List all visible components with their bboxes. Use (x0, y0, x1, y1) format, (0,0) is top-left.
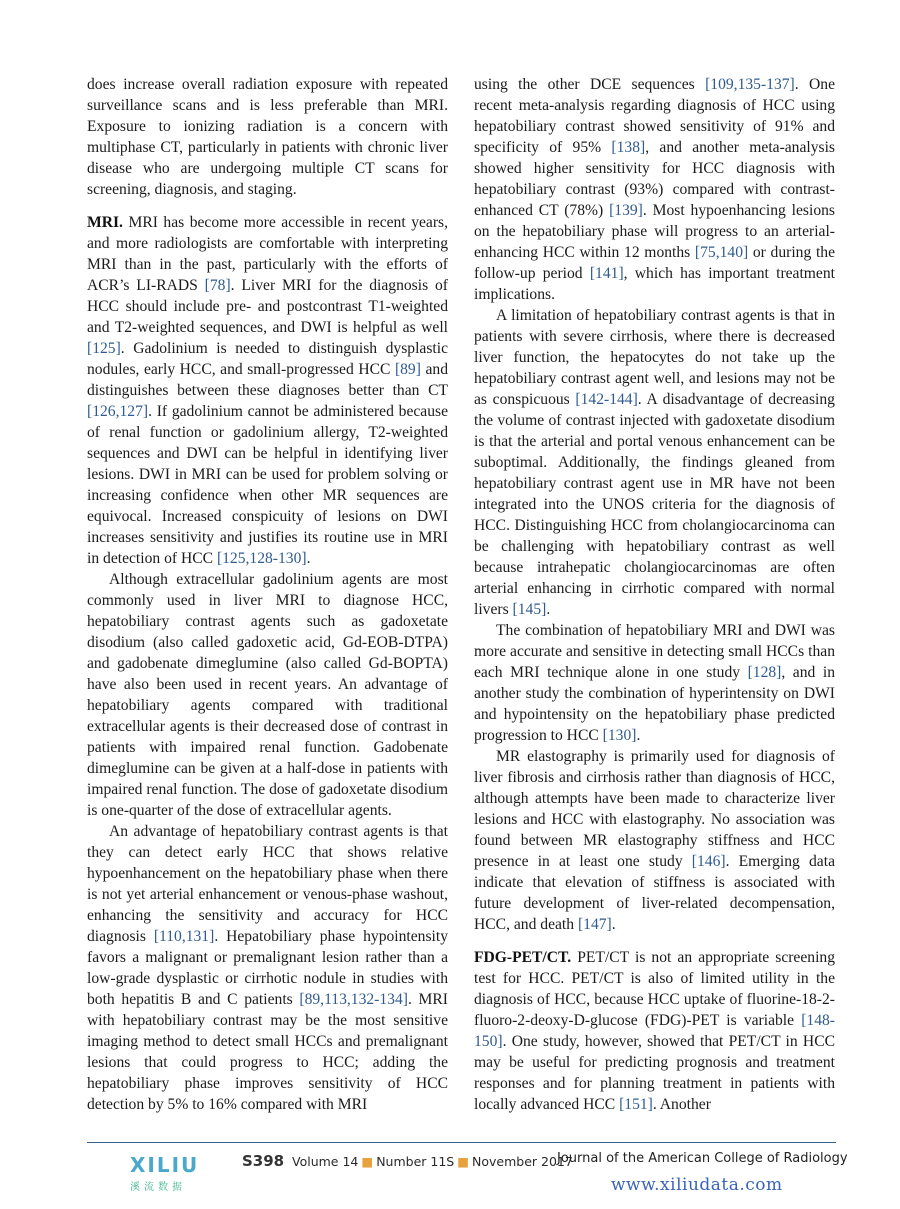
paragraph-text: . (636, 727, 641, 744)
reference-link[interactable]: [147] (577, 916, 612, 933)
reference-link[interactable]: [109,135-137] (705, 76, 795, 93)
paragraph (474, 305, 835, 620)
paragraph-text: . (546, 601, 551, 618)
issue-info (292, 1154, 573, 1169)
xiliu-logo (130, 1153, 212, 1193)
paragraph-text: , and another meta-analysis showed higher sensitivity for HCC diagnosis with hepatobiliary contrast (93%) compared with contrast-enhanced CT (78%) (474, 139, 836, 219)
reference-link[interactable]: [110,131] (153, 928, 215, 945)
paragraph (474, 746, 835, 935)
paragraph-text: . One study, however, showed that PET/CT in HCC may be useful for predicting prognosis and treatment responses and for planning treatment in patients with locally advanced HCC (474, 1033, 835, 1113)
logo-subtitle: 溪流数据 (130, 1182, 186, 1193)
reference-link[interactable]: [146] (691, 853, 726, 870)
paragraph-text: using the other DCE sequences (474, 76, 706, 93)
reference-link[interactable]: [125] (87, 340, 121, 357)
paragraph-text: and distinguishes between these diagnoses better than CT (87, 361, 448, 399)
paragraph-text: MR elastography is primarily used for diagnosis of liver fibrosis and cirrhosis rather than diagnosis of HCC, although attempts have been made to characterize liver lesions and HCC with elastography. No association was found between MR elastography stiffness and HCC presence in at least one study (474, 748, 835, 870)
reference-link[interactable]: [151] (619, 1096, 653, 1113)
volume: Volume 14 (292, 1154, 359, 1169)
paragraph (474, 620, 835, 746)
paragraph-text: . MRI with hepatobiliary contrast may be the most sensitive imaging method to detect small HCCs and premalignant lesions that could progress to HCC; adding the hepatobiliary phase improves sensitivity of HCC detection by 5% to 16% compared with MRI (87, 991, 448, 1113)
paragraph-text: . (306, 550, 311, 567)
paragraph-text: The combination of hepatobiliary MRI and DWI was more accurate and sensitive in detecting small HCCs than each MRI technique alone in one study (474, 622, 835, 681)
reference-link[interactable]: [139] (609, 202, 643, 219)
paragraph-text: . (611, 916, 616, 933)
paragraph-text: . Most hypoenhancing lesions on the hepatobiliary phase will progress to an arterial-enhancing HCC within 12 months (474, 202, 835, 261)
reference-link[interactable]: [126,127] (87, 403, 149, 420)
paragraph-text: does increase overall radiation exposure with repeated surveillance scans and is less preferable than MRI. Exposure to ionizing radiation is a concern with multiphase CT, particularly in patients with chronic liver disease who are undergoing multiple CT scans for screening, diagnosis, and staging. (87, 76, 448, 198)
footer-divider (87, 1142, 836, 1143)
reference-link[interactable]: [89] (394, 361, 421, 378)
separator-icon: ■ (457, 1154, 470, 1169)
watermark-url[interactable]: www.xiliudata.com (611, 1175, 783, 1195)
issue-date: November 2017 (472, 1154, 573, 1169)
issue-number: Number 11S (376, 1154, 455, 1169)
mri-section (87, 212, 448, 569)
paragraph (87, 569, 448, 821)
reference-link[interactable]: [142-144] (575, 391, 638, 408)
paragraph (87, 74, 448, 200)
paragraph-text: . One recent meta-analysis regarding diagnosis of HCC using hepatobiliary contrast showed sensitivity of 91% and specificity of 95% (474, 76, 835, 156)
section-heading-mri: MRI. (87, 214, 123, 231)
paragraph-text: . Liver MRI for the diagnosis of HCC should include pre- and postcontrast T1-weighted and T2-weighted sequences, and DWI is helpful as well (87, 277, 448, 336)
reference-link[interactable]: [75,140] (694, 244, 749, 261)
reference-link[interactable]: [128] (747, 664, 782, 681)
paragraph-text: An advantage of hepatobiliary contrast agents is that they can detect early HCC that shows relative hypoenhancement on the hepatobiliary phase when there is not yet arterial enhancement or venous-phase washout, enhancing the sensitivity and accuracy for HCC diagnosis (87, 823, 448, 945)
reference-link[interactable]: [148-150] (474, 1012, 835, 1050)
page-number: S398 (242, 1152, 285, 1170)
paragraph-text: . A disadvantage of decreasing the volume of contrast injected with gadoxetate disodium is that the arterial and portal venous enhancement can be suboptimal. Additionally, the findings gleaned from hepatobiliary contrast agent use in MR have not been integrated into the UNOS criteria for the diagnosis of HCC. Distinguishing HCC from cholangiocarcinoma can be challenging with hepatobiliary contrast as well because intrahepatic cholangiocarcinomas are often arterial enhancing in cirrhotic compared with normal livers (474, 391, 835, 618)
reference-link[interactable]: [130] (602, 727, 637, 744)
separator-icon: ■ (361, 1154, 374, 1169)
paragraph-text: . If gadolinium cannot be administered because of renal function or gadolinium allergy, T2-weighted sequences and DWI can be helpful in identifying liver lesions. DWI in MRI can be used for problem solving or increasing confidence when other MR sequences are equivocal. Increased conspicuity of lesions on DWI increases sensitivity and justifies its routine use in MRI in detection of HCC (87, 403, 448, 567)
journal-name: Journal of the American College of Radiology (557, 1151, 848, 1166)
reference-link[interactable]: [141] (589, 265, 624, 282)
paragraph-text: , which has important treatment implications. (474, 265, 835, 303)
paragraph-text: . Gadolinium is needed to distinguish dysplastic nodules, early HCC, and small-progressed HCC (87, 340, 448, 378)
paragraph-text: , and in another study the combination of hyperintensity on DWI and hypointensity on the hepatobiliary phase predicted progression to HCC (474, 664, 835, 744)
paragraph (87, 821, 448, 1115)
paragraph-text: Although extracellular gadolinium agents are most commonly used in liver MRI to diagnose HCC, hepatobiliary contrast agents such as gadoxetate disodium (also called gadoxetic acid, Gd-EOB-DTPA) and gadobenate dimeglumine (also called Gd-BOPTA) have also been used in recent years. An advantage of hepatobiliary agents compared with traditional extracellular agents is their decreased dose of contrast in patients with impaired renal function. Gadobenate dimeglumine can be given at a half-dose in patients with impaired renal function. The dose of gadoxetate disodium is one-quarter of the dose of extracellular agents. (87, 571, 448, 819)
paragraph-text: or during the follow-up period (474, 244, 835, 282)
paragraph-text: . Emerging data indicate that elevation of stiffness is associated with future development of liver-related decompensation, HCC, and death (474, 853, 835, 933)
paragraph-text: PET/CT is not an appropriate screening test for HCC. PET/CT is also of limited utility in the diagnosis of HCC, because HCC uptake of fluorine-18-2-fluoro-2-deoxy-D-glucose (FDG)-PET is variable (474, 949, 835, 1029)
reference-link[interactable]: [125,128-130] (216, 550, 307, 567)
paragraph (474, 74, 835, 305)
paragraph-text: . Hepatobiliary phase hypointensity favors a malignant or premalignant lesion rather than a low-grade dysplastic or cirrhotic nodule in studies with both hepatitis B and C patients (87, 928, 449, 1008)
paragraph-text: MRI has become more accessible in recent years, and more radiologists are comfortable with interpreting MRI than in the past, particularly with the efforts of ACR’s LI-RADS (87, 214, 448, 294)
reference-link[interactable]: [145] (512, 601, 547, 618)
fdg-pet-ct-section (474, 947, 835, 1115)
paragraph-text: A limitation of hepatobiliary contrast agents is that in patients with severe cirrhosis, where there is decreased liver function, the hepatocytes do not take up the hepatobiliary contrast agent well, and lesions may not be as conspicuous (474, 307, 835, 408)
paragraph-text: . Another (652, 1096, 711, 1113)
left-column (87, 74, 448, 1115)
right-column (474, 74, 835, 1115)
section-heading-fdg-pet-ct: FDG-PET/CT. (474, 949, 572, 966)
logo-wordmark: XILIU (130, 1153, 200, 1177)
reference-link[interactable]: [138] (611, 139, 646, 156)
reference-link[interactable]: [89,113,132-134] (299, 991, 408, 1008)
reference-link[interactable]: [78] (204, 277, 231, 294)
